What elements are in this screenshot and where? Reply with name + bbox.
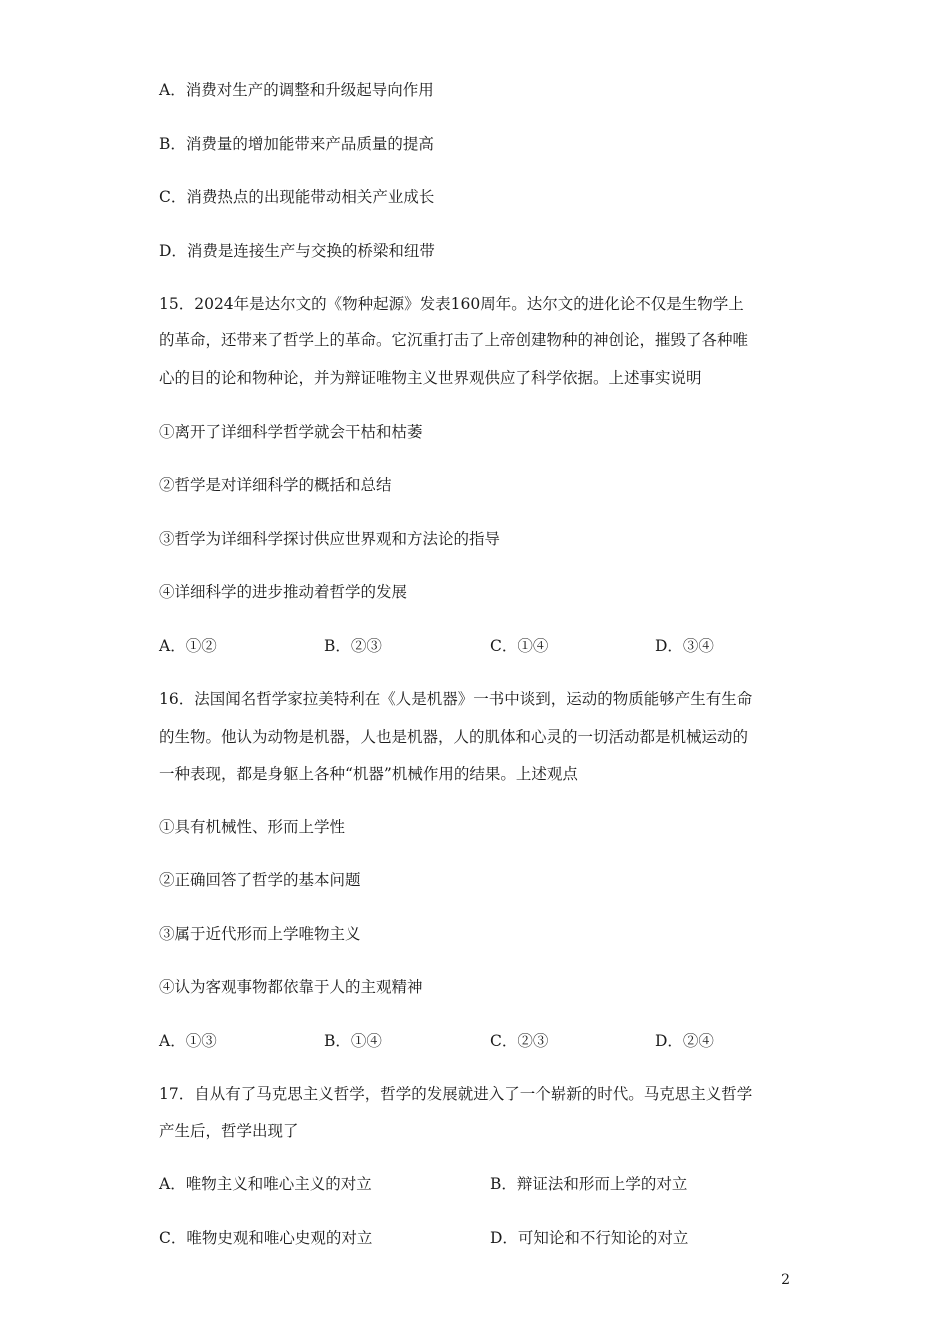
q15-choice-d: D．③④ — [655, 637, 714, 655]
q17-choice-d: D．可知论和不行知论的对立 — [490, 1229, 689, 1247]
q17-stem-line-1: 17．自从有了马克思主义哲学，哲学的发展就进入了一个崭新的时代。马克思主义哲学 — [159, 1085, 753, 1103]
page-number: 2 — [781, 1272, 790, 1288]
q16-stem-line-2: 的生物。他认为动物是机器，人也是机器，人的肌体和心灵的一切活动都是机械运动的 — [159, 728, 749, 746]
q15-item-3: ③哲学为详细科学探讨供应世界观和方法论的指导 — [159, 530, 501, 548]
q15-item-2: ②哲学是对详细科学的概括和总结 — [159, 476, 392, 494]
q15-choice-b: B．②③ — [324, 637, 382, 655]
q15-item-4: ④详细科学的进步推动着哲学的发展 — [159, 583, 408, 601]
q14-option-a: A．消费对生产的调整和升级起导向作用 — [159, 81, 434, 99]
q16-stem-line-3: 一种表现，都是身躯上各种“机器”机械作用的结果。上述观点 — [159, 765, 578, 783]
q16-choice-b: B．①④ — [324, 1032, 382, 1050]
q14-option-d: D．消费是连接生产与交换的桥梁和纽带 — [159, 242, 435, 260]
q17-choice-b: B．辩证法和形而上学的对立 — [490, 1175, 688, 1193]
q17-choice-c: C．唯物史观和唯心史观的对立 — [159, 1229, 373, 1247]
q14-option-b: B．消费量的增加能带来产品质量的提高 — [159, 135, 434, 153]
q15-stem-line-1: 15．2024年是达尔文的《物种起源》发表160周年。达尔文的进化论不仅是生物学上 — [159, 295, 744, 313]
q14-option-c: C．消费热点的出现能带动相关产业成长 — [159, 188, 435, 206]
q15-stem-line-3: 心的目的论和物种论，并为辩证唯物主义世界观供应了科学依据。上述事实说明 — [159, 369, 702, 387]
q16-item-4: ④认为客观事物都依靠于人的主观精神 — [159, 978, 423, 996]
q17-stem-line-2: 产生后，哲学出现了 — [159, 1122, 299, 1140]
q16-choice-d: D．②④ — [655, 1032, 714, 1050]
q15-choice-c: C．①④ — [490, 637, 549, 655]
q16-choice-c: C．②③ — [490, 1032, 549, 1050]
q15-item-1: ①离开了详细科学哲学就会干枯和枯萎 — [159, 423, 423, 441]
q17-choice-a: A．唯物主义和唯心主义的对立 — [159, 1175, 372, 1193]
q15-stem-line-2: 的革命，还带来了哲学上的革命。它沉重打击了上帝创建物种的神创论，摧毁了各种唯 — [159, 331, 749, 349]
q16-item-3: ③属于近代形而上学唯物主义 — [159, 925, 361, 943]
q16-stem-line-1: 16．法国闻名哲学家拉美特利在《人是机器》一书中谈到，运动的物质能够产生有生命 — [159, 690, 753, 708]
q16-choice-a: A．①③ — [159, 1032, 217, 1050]
q16-item-1: ①具有机械性、形而上学性 — [159, 818, 346, 836]
q16-item-2: ②正确回答了哲学的基本问题 — [159, 871, 361, 889]
q15-choice-a: A．①② — [159, 637, 217, 655]
